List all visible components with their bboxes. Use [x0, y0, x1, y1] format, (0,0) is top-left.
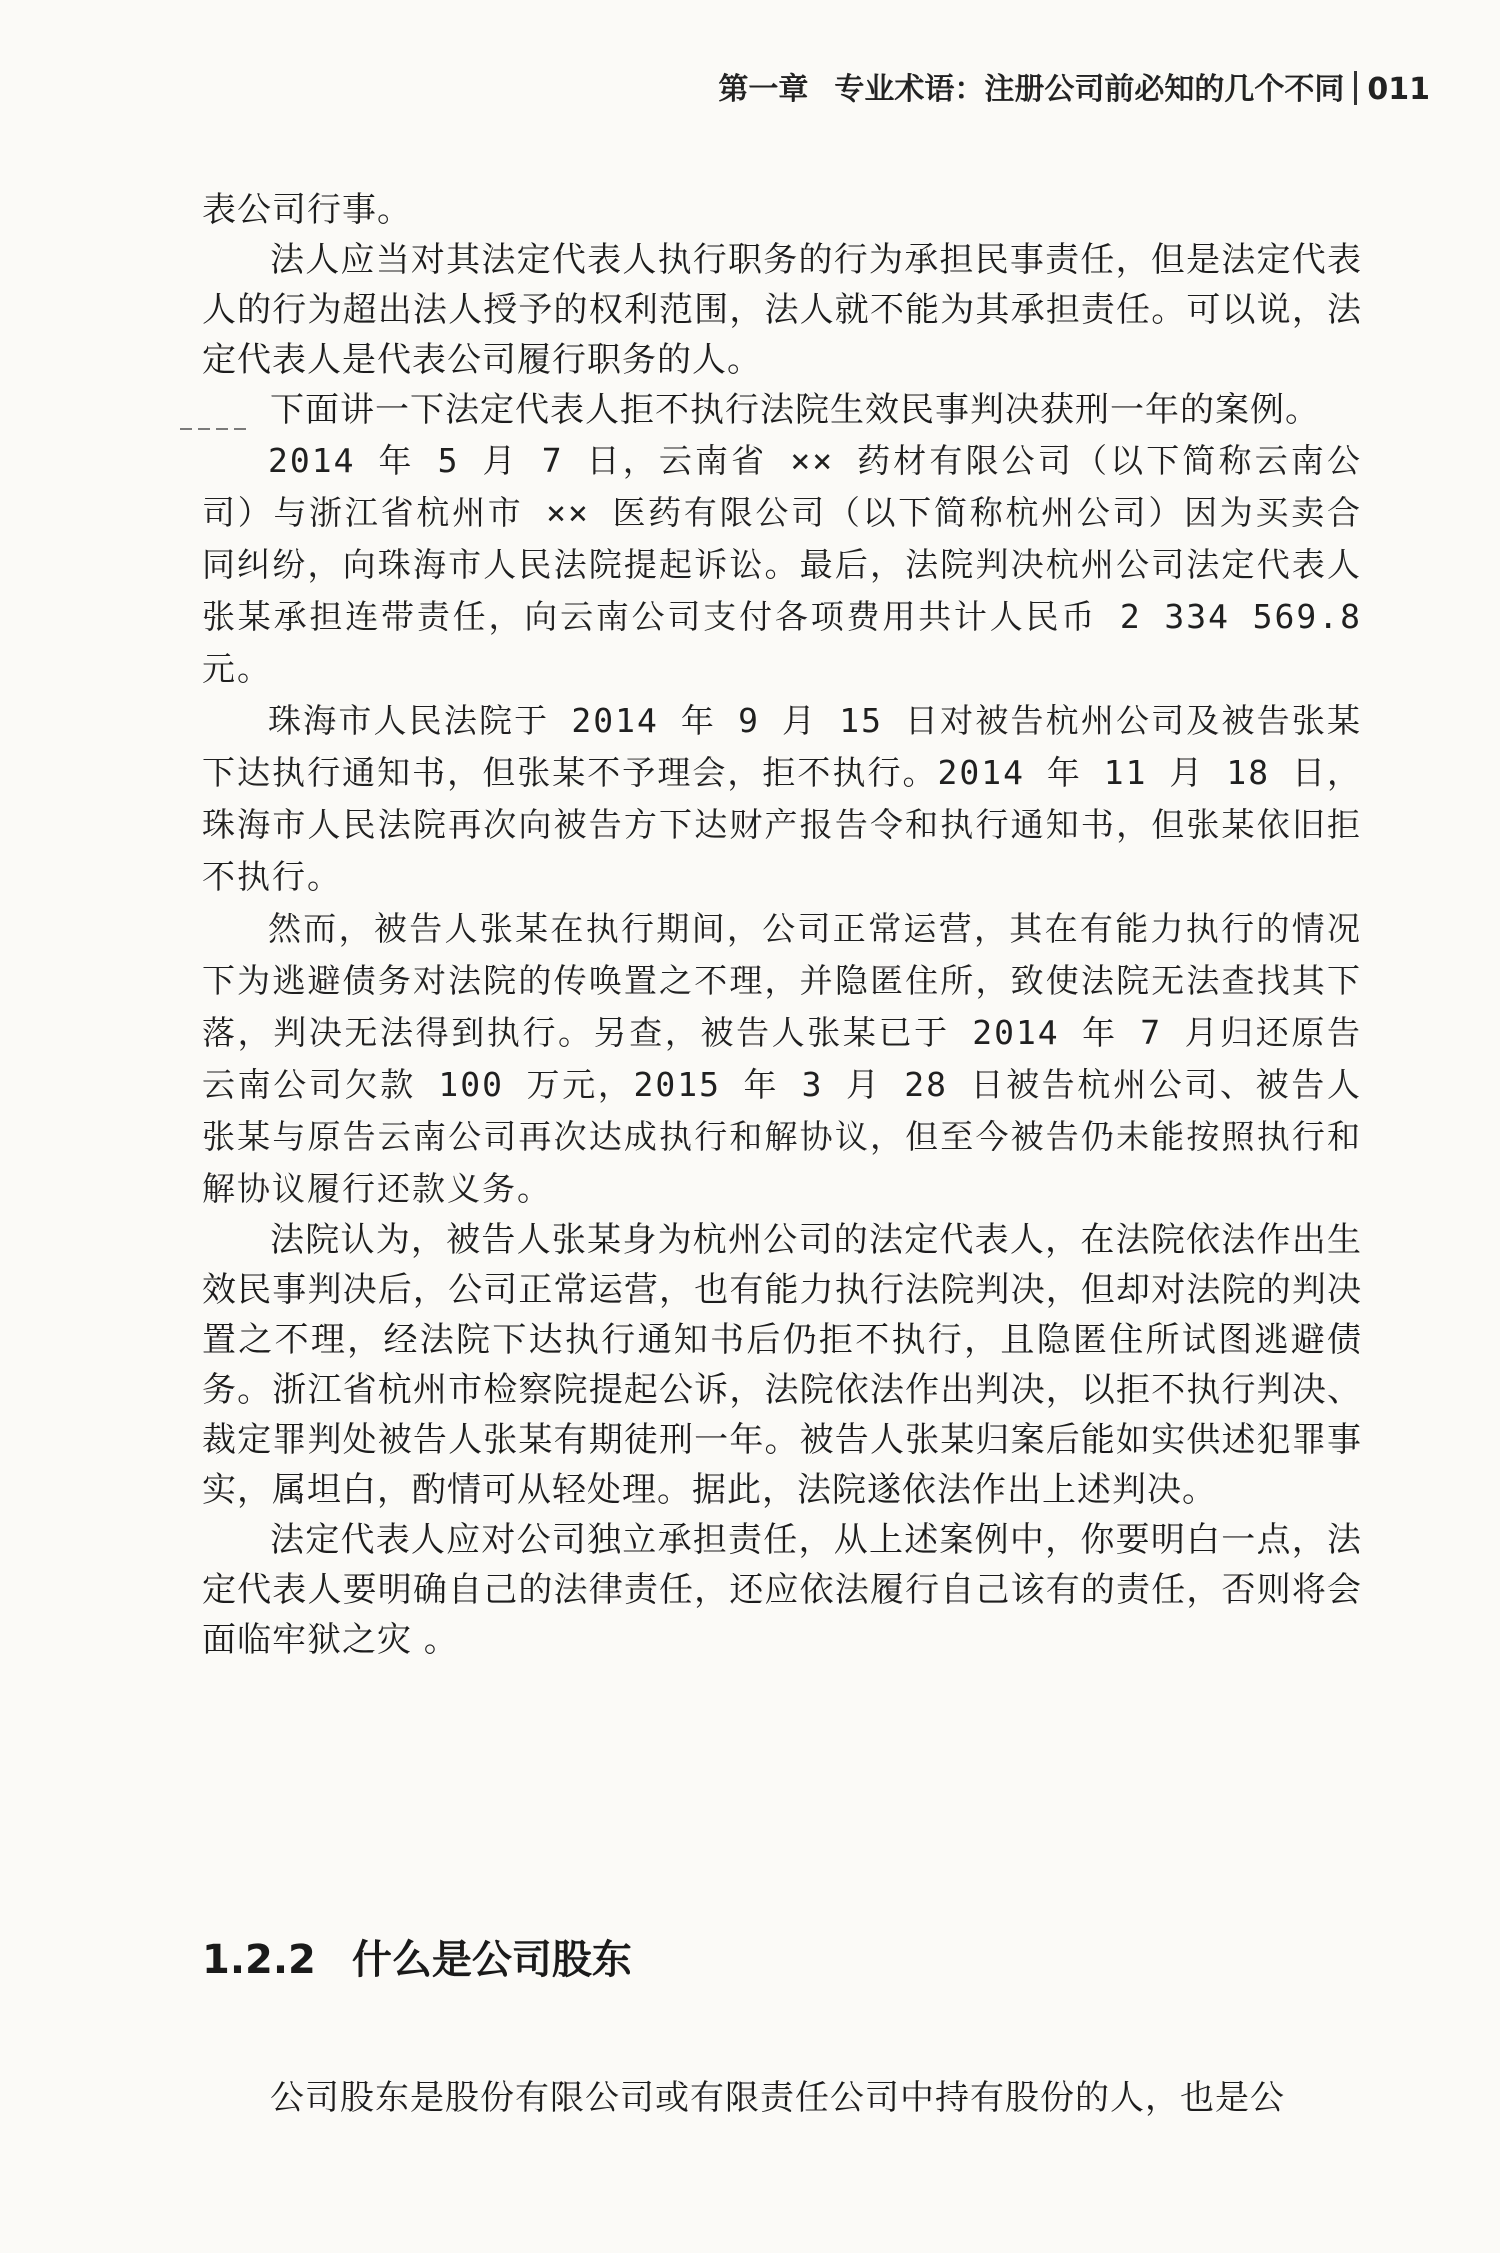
- section-title: 什么是公司股东: [351, 1937, 632, 1983]
- paragraph-court-ruling: 法院认为，被告人张某身为杭州公司的法定代表人，在法院依法作出生效民事判决后，公司正常运营，也有能力执行法院判决，但却对法院的判决置之不理，经法院下达执行通知书后仍拒不执行，且隐匿住所试图逃避债务。浙江省杭州市检察院提起公诉，法院依法作出判决，以拒不执行判决、裁定罪判处被告人张某有期徒刑一年。被告人张某归案后能如实供述犯罪事实，属坦白，酌情可从轻处理。据此，法院遂依法作出上述判决。: [202, 1220, 1362, 1510]
- page-number: 011: [1367, 72, 1430, 107]
- paragraph-legal-responsibility: 法人应当对其法定代表人执行职务的行为承担民事责任，但是法定代表人的行为超出法人授予的权利范围，法人就不能为其承担责任。可以说，法定代表人是代表公司履行职务的人。: [202, 240, 1362, 380]
- paragraph-case-notice: 珠海市人民法院于 2014 年 9 月 15 日对被告杭州公司及被告张某下达执行通知书，但张某不予理会，拒不执行。2014 年 11 月 18 日，珠海市人民法院再次向被告方下达财产报告令和执行通知书，但张某依旧拒不执行。: [202, 701, 1362, 896]
- paragraph-conclusion: 法定代表人应对公司独立承担责任，从上述案例中，你要明白一点，法定代表人要明确自己的法律责任，还应依法履行自己该有的责任，否则将会面临牢狱之灾 。: [202, 1520, 1362, 1660]
- paragraph-case-intro: 下面讲一下法定代表人拒不执行法院生效民事判决获刑一年的案例。: [270, 390, 1320, 430]
- paragraph-case-evasion: 然而，被告人张某在执行期间，公司正常运营，其在有能力执行的情况下为逃避债务对法院的传唤置之不理，并隐匿住所，致使法院无法查找其下落，判决无法得到执行。另查，被告人张某已于 2014 年 7 月归还原告云南公司欠款 100 万元，2015 年 3 月 28 日被告杭州公司、被告人张某与原告云南公司再次达成执行和解协议，但至今被告仍未能按照执行和解协议履行还款义务。: [202, 909, 1362, 1208]
- body-text: [202, 185, 1362, 1665]
- section-number: 1.2.2: [202, 1937, 316, 1983]
- paragraph-continuation: 表公司行事。: [202, 190, 412, 230]
- paragraph-shareholder-definition: 公司股东是股份有限公司或有限责任公司中持有股份的人，也是公: [270, 2078, 1285, 2118]
- running-header: [202, 70, 1430, 110]
- chapter-title: 专业术语：注册公司前必知的几个不同: [834, 72, 1345, 107]
- paragraph-case-lawsuit: 2014 年 5 月 7 日，云南省 ×× 药材有限公司（以下简称云南公司）与浙江省杭州市 ×× 医药有限公司（以下简称杭州公司）因为买卖合同纠纷，向珠海市人民法院提起诉讼。最后，法院判决杭州公司法定代表人张某承担连带责任，向云南公司支付各项费用共计人民币 2 334 569.8 元。: [202, 441, 1362, 688]
- section-heading: [202, 1935, 632, 1985]
- header-divider: [1354, 71, 1357, 105]
- chapter-label: 第一章: [718, 72, 809, 107]
